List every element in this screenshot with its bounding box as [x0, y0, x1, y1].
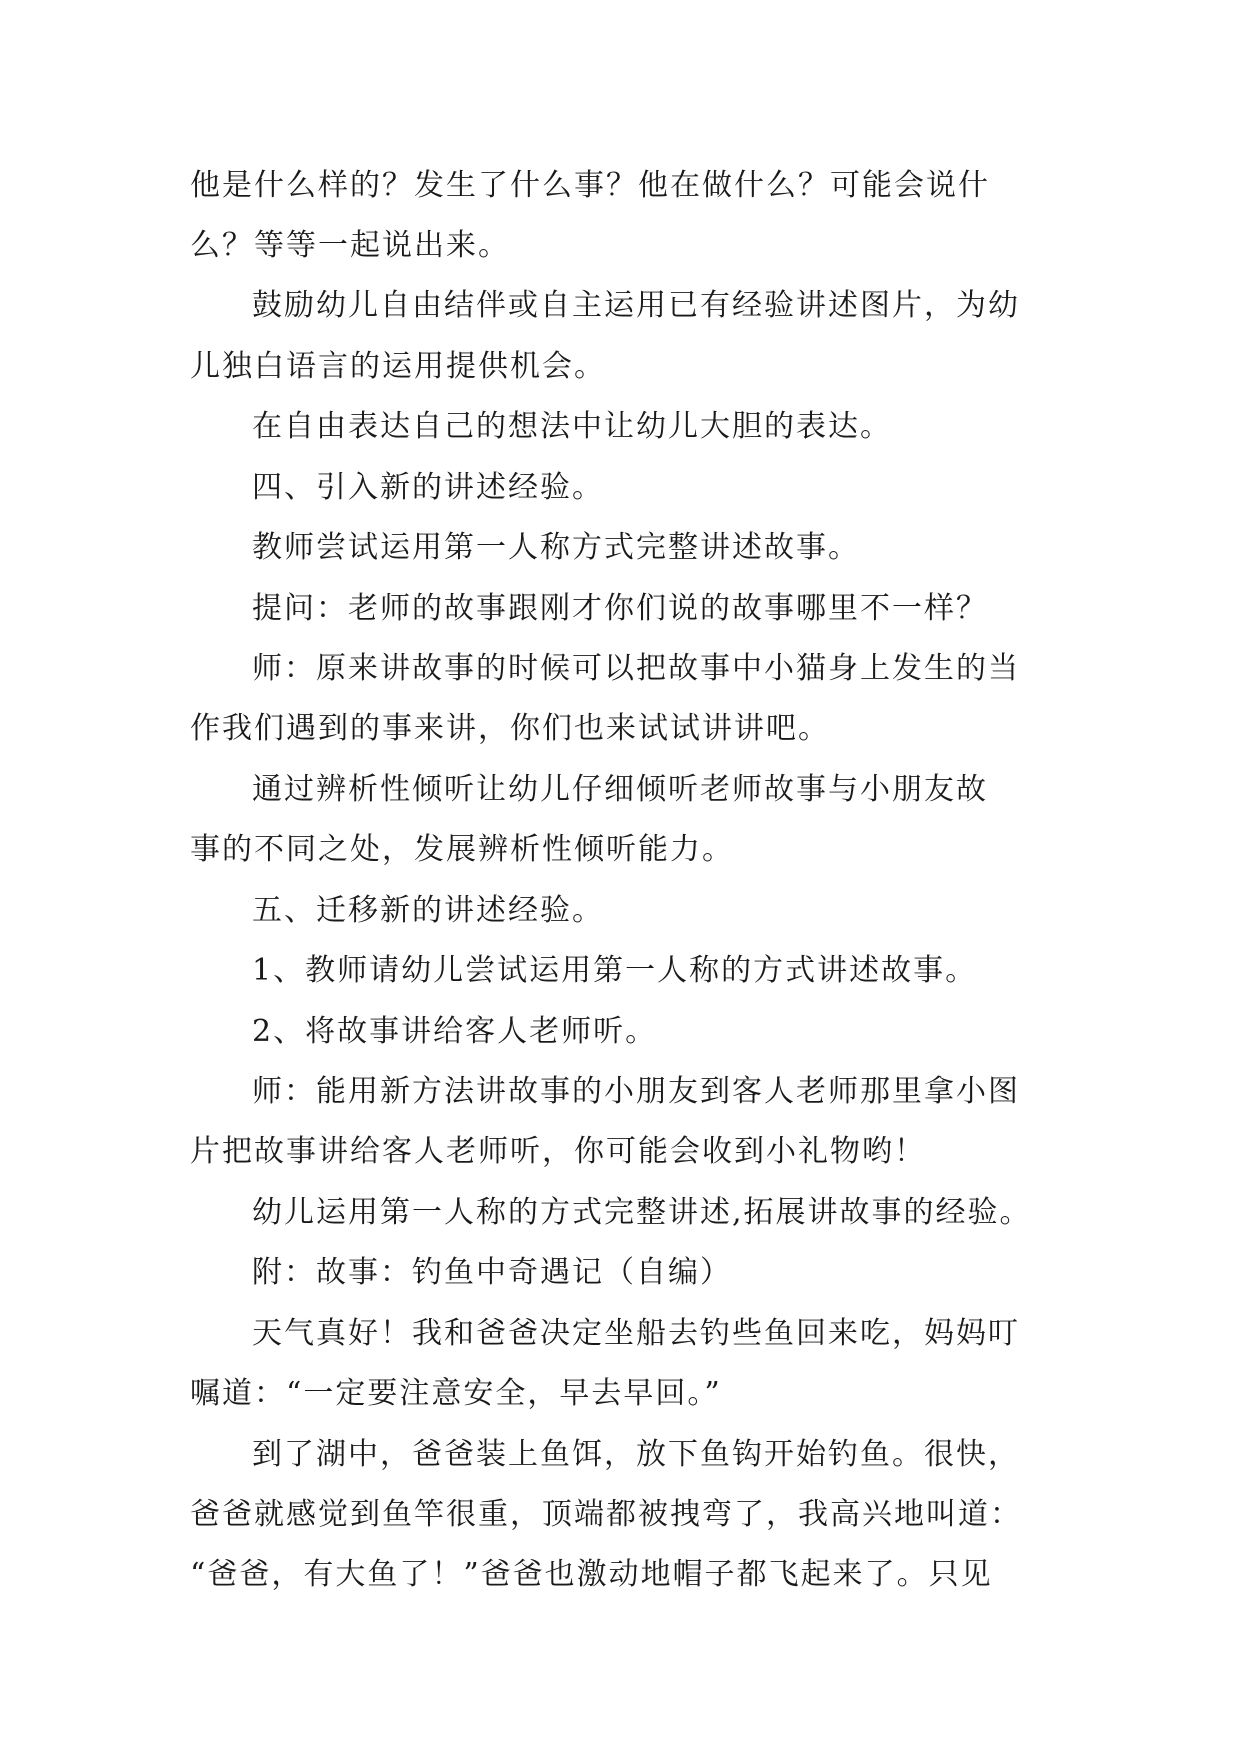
- text-line: 么？等等一起说出来。: [190, 228, 510, 263]
- text-line: 到了湖中，爸爸装上鱼饵，放下鱼钩开始钓鱼。很快，: [252, 1437, 1020, 1472]
- text-line: 教师尝试运用第一人称方式完整讲述故事。: [252, 530, 860, 565]
- text-line: “爸爸，有大鱼了！”爸爸也激动地帽子都飞起来了。只见: [190, 1557, 993, 1592]
- text-line: 师：能用新方法讲故事的小朋友到客人老师那里拿小图: [252, 1074, 1020, 1109]
- text-line: 事的不同之处，发展辨析性倾听能力。: [190, 832, 734, 867]
- text-line: 附：故事：钓鱼中奇遇记（自编）: [252, 1255, 732, 1290]
- text-line: 片把故事讲给客人老师听，你可能会收到小礼物哟！: [190, 1134, 926, 1169]
- text-line: 师：原来讲故事的时候可以把故事中小猫身上发生的当: [252, 651, 1020, 686]
- text-line: 幼儿运用第一人称的方式完整讲述,拓展讲故事的经验。: [252, 1195, 1032, 1230]
- text-line: 作我们遇到的事来讲，你们也来试试讲讲吧。: [190, 711, 830, 746]
- text-line: 他是什么样的？发生了什么事？他在做什么？可能会说什: [190, 168, 990, 203]
- text-line: 1、教师请幼儿尝试运用第一人称的方式讲述故事。: [252, 953, 978, 988]
- text-line: 嘱道：“一定要注意安全，早去早回。”: [190, 1376, 722, 1411]
- text-line: 提问：老师的故事跟刚才你们说的故事哪里不一样？: [252, 591, 988, 626]
- text-line: 在自由表达自己的想法中让幼儿大胆的表达。: [252, 409, 892, 444]
- text-line: 爸爸就感觉到鱼竿很重，顶端都被拽弯了，我高兴地叫道：: [190, 1497, 1022, 1532]
- text-line: 2、将故事讲给客人老师听。: [252, 1014, 658, 1049]
- text-line: 儿独白语言的运用提供机会。: [190, 349, 606, 384]
- text-line: 五、迁移新的讲述经验。: [252, 893, 604, 928]
- text-line: 通过辨析性倾听让幼儿仔细倾听老师故事与小朋友故: [252, 772, 988, 807]
- text-line: 鼓励幼儿自由结伴或自主运用已有经验讲述图片，为幼: [252, 288, 1020, 323]
- text-line: 四、引入新的讲述经验。: [252, 470, 604, 505]
- text-line: 天气真好！我和爸爸决定坐船去钓些鱼回来吃，妈妈叮: [252, 1316, 1020, 1351]
